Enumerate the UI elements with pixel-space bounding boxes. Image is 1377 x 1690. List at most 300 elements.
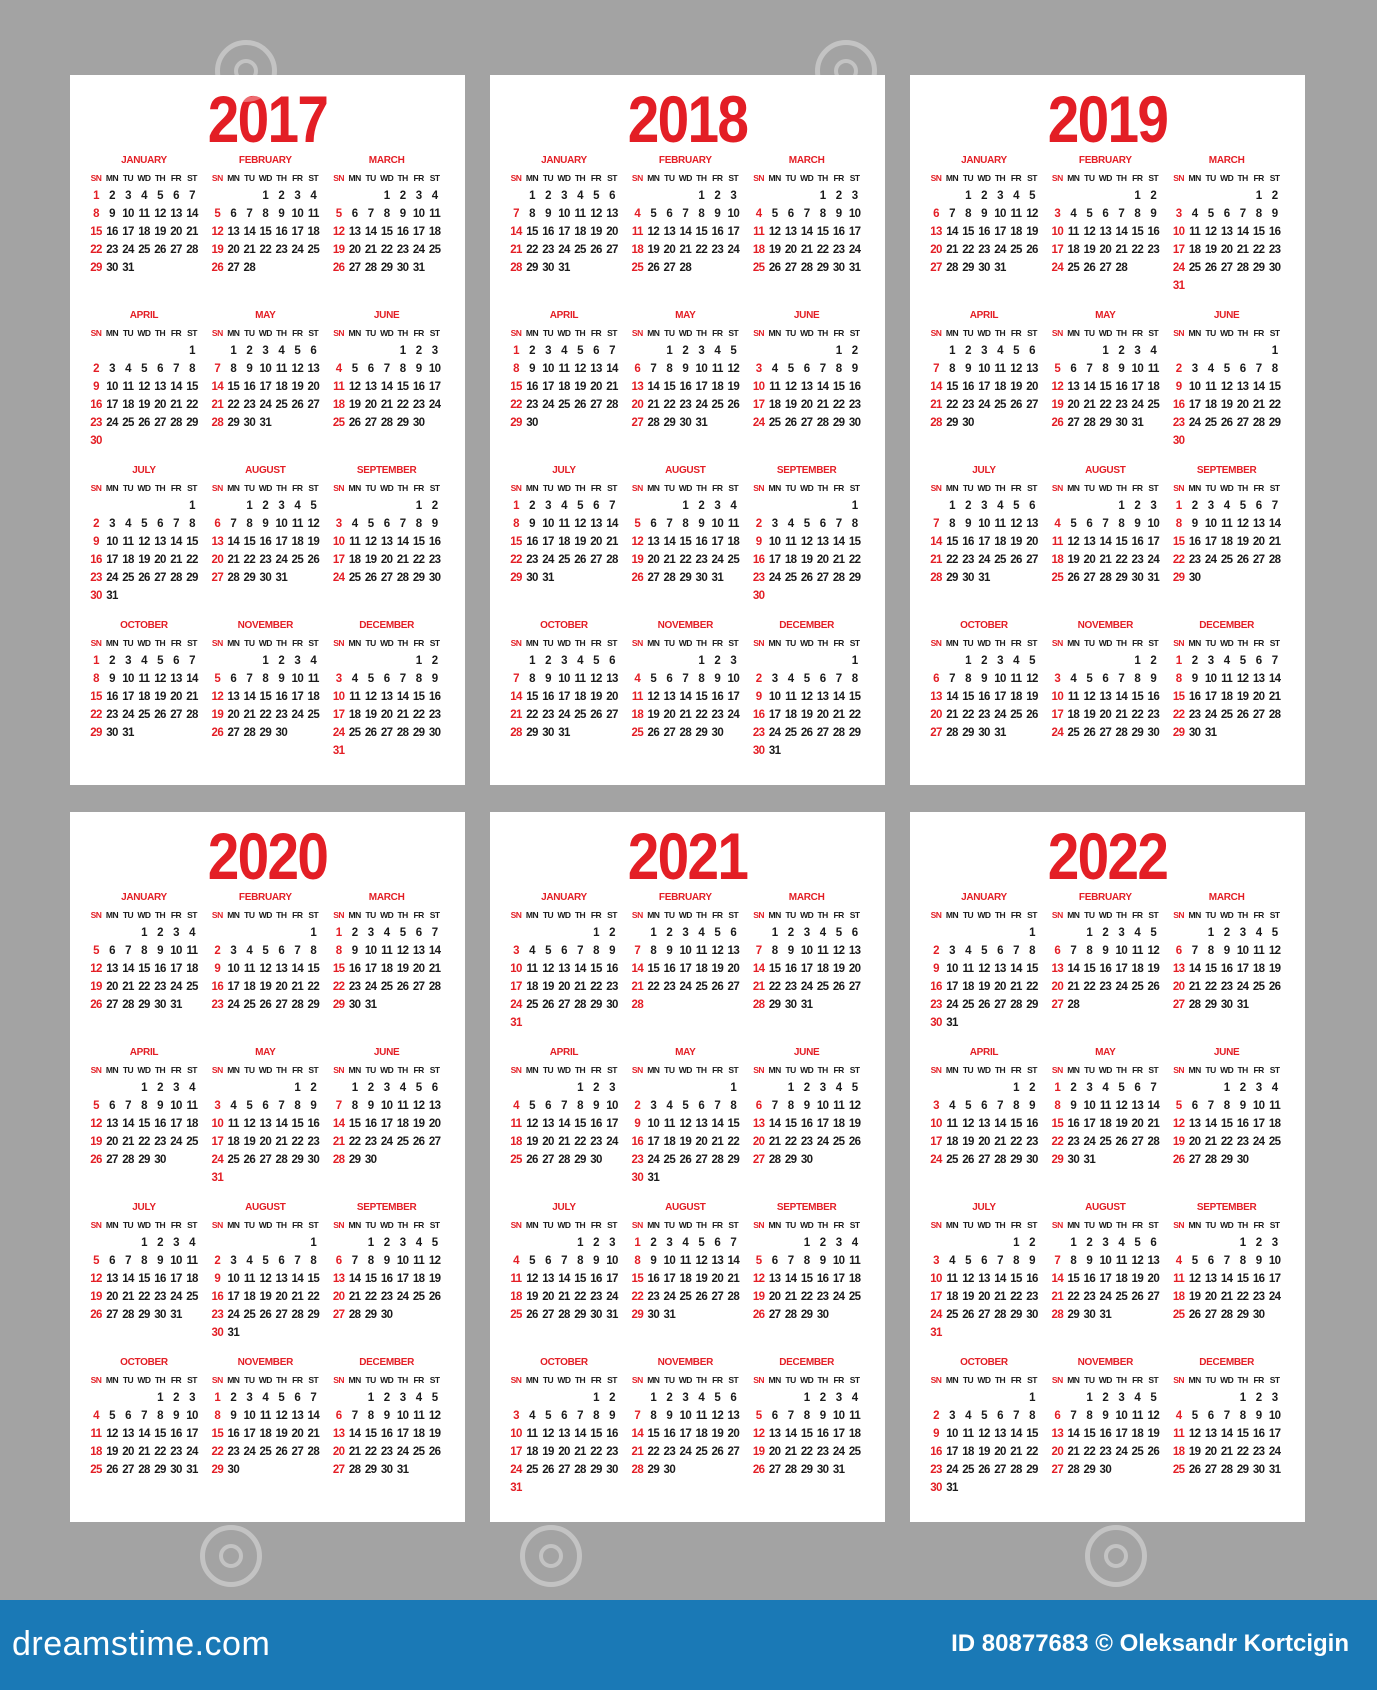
day-cell — [1219, 1389, 1235, 1407]
month-name: NOVEMBER — [237, 1357, 294, 1368]
weekday-header: TH — [696, 1375, 707, 1385]
weekday-header: ST — [849, 910, 860, 920]
day-cell: 18 — [727, 536, 740, 548]
day-cell: 17 — [364, 963, 377, 975]
day-cell — [1251, 277, 1267, 295]
day-cell — [305, 1461, 321, 1479]
weekday-header: TH — [574, 910, 586, 920]
day-cell: 12 — [1147, 1410, 1160, 1422]
weekday-header: FR — [292, 483, 303, 493]
day-cell: 23 — [380, 1291, 393, 1303]
day-cell — [645, 996, 661, 1014]
day-cell: 7 — [125, 945, 131, 957]
weekday-header: WD — [977, 483, 991, 493]
day-cell — [1081, 652, 1097, 670]
day-cell: 16 — [930, 981, 942, 993]
weekday-header: FR — [833, 910, 844, 920]
day-cell: 26 — [1026, 709, 1038, 721]
day-cell — [209, 342, 225, 360]
day-cell: 26 — [1051, 417, 1064, 429]
day-cell: 3 — [730, 190, 737, 202]
weekday-header: FR — [1132, 638, 1143, 648]
day-cell: 12 — [727, 363, 740, 375]
day-cell: 21 — [946, 244, 958, 256]
day-cell: 6 — [730, 1392, 737, 1404]
day-cell: 8 — [1013, 1100, 1019, 1112]
weekday-header: ST — [308, 1375, 319, 1385]
day-cell: 15 — [1083, 1428, 1096, 1440]
day-cell: 3 — [230, 1255, 237, 1267]
weekday-header: TU — [365, 173, 376, 183]
weekday-header: MN — [1188, 1220, 1201, 1230]
weekday-header: WD — [678, 173, 692, 183]
day-cell: 28 — [348, 1464, 361, 1476]
day-cell: 17 — [1252, 1118, 1265, 1130]
day-grid — [331, 634, 443, 760]
day-cell: 1 — [1102, 345, 1109, 357]
day-cell: 12 — [752, 1273, 765, 1285]
day-grid — [331, 479, 443, 587]
day-cell: 15 — [647, 1428, 660, 1440]
day-cell: 23 — [1026, 1136, 1038, 1148]
day-cell: 27 — [154, 417, 166, 429]
day-cell: 28 — [558, 1309, 570, 1321]
weekday-header: ST — [607, 483, 617, 493]
day-cell: 26 — [1147, 1446, 1160, 1458]
day-cell: 11 — [1051, 536, 1063, 548]
day-cell — [831, 497, 847, 515]
weekday-header: SN — [90, 910, 102, 920]
day-cell: 7 — [933, 363, 939, 375]
month-name: AUGUST — [1085, 1202, 1126, 1213]
day-cell: 31 — [364, 999, 377, 1011]
day-cell: 24 — [186, 1446, 198, 1458]
day-cell — [524, 1014, 540, 1032]
day-cell: 13 — [227, 691, 240, 703]
day-cell: 24 — [679, 1446, 692, 1458]
day-cell: 17 — [227, 1291, 240, 1303]
day-cell: 20 — [1236, 399, 1249, 411]
day-cell: 2 — [933, 945, 939, 957]
day-cell: 28 — [946, 727, 958, 739]
day-cell: 29 — [412, 727, 425, 739]
day-cell: 18 — [558, 536, 570, 548]
day-cell: 4 — [1070, 208, 1077, 220]
day-cell: 10 — [1115, 945, 1128, 957]
day-cell: 1 — [965, 655, 971, 667]
day-grid — [1171, 1371, 1283, 1479]
day-cell: 21 — [364, 244, 377, 256]
day-cell: 8 — [851, 673, 858, 685]
day-cell — [1145, 259, 1161, 277]
day-cell: 8 — [1054, 1100, 1061, 1112]
day-cell: 5 — [755, 1410, 762, 1422]
weekday-header: MN — [105, 638, 119, 648]
day-cell: 18 — [1051, 554, 1064, 566]
day-cell: 1 — [310, 1237, 317, 1249]
day-cell: 19 — [364, 709, 377, 721]
day-cell: 26 — [542, 1464, 554, 1476]
month-name: MAY — [255, 310, 276, 321]
day-cell: 4 — [246, 945, 253, 957]
day-cell: 1 — [310, 927, 317, 939]
day-cell: 11 — [558, 363, 570, 375]
day-cell: 21 — [510, 244, 522, 256]
month-block — [751, 618, 872, 773]
day-grid — [629, 906, 741, 1014]
day-cell: 1 — [513, 345, 519, 357]
weekday-header: ST — [849, 1375, 860, 1385]
day-cell: 6 — [125, 1410, 131, 1422]
day-cell: 3 — [1255, 1082, 1262, 1094]
day-cell: 26 — [962, 1154, 974, 1166]
day-cell: 16 — [170, 1428, 182, 1440]
day-cell: 19 — [332, 244, 345, 256]
day-cell: 4 — [634, 208, 641, 220]
day-cell — [1187, 1234, 1203, 1252]
months-grid — [508, 153, 872, 773]
day-cell: 9 — [529, 363, 535, 375]
day-cell: 16 — [1026, 1273, 1038, 1285]
day-cell: 29 — [848, 727, 861, 739]
day-cell: 6 — [851, 927, 858, 939]
day-cell: 21 — [647, 399, 660, 411]
weekday-header: SN — [211, 910, 223, 920]
day-cell: 6 — [230, 673, 237, 685]
weekday-header: MN — [1067, 173, 1080, 183]
weekday-header: TH — [817, 1065, 828, 1075]
day-cell — [960, 1234, 976, 1252]
day-cell: 17 — [122, 691, 134, 703]
day-cell — [677, 996, 693, 1014]
day-cell: 26 — [1083, 727, 1096, 739]
day-cell — [709, 1079, 725, 1097]
day-cell: 18 — [784, 554, 797, 566]
day-cell: 31 — [542, 572, 554, 584]
day-cell: 6 — [698, 1100, 705, 1112]
day-cell: 13 — [606, 208, 618, 220]
day-grid — [508, 906, 620, 1032]
day-cell — [104, 1234, 120, 1252]
day-cell: 10 — [364, 945, 377, 957]
day-cell: 23 — [412, 399, 425, 411]
weekday-header: SN — [211, 1065, 223, 1075]
day-cell: 13 — [848, 945, 861, 957]
weekday-header: SN — [753, 1375, 765, 1385]
day-grid — [751, 1371, 863, 1479]
day-cell: 10 — [1051, 226, 1064, 238]
weekday-header: FR — [833, 1065, 844, 1075]
weekday-header: ST — [728, 328, 739, 338]
day-cell: 23 — [590, 1136, 602, 1148]
day-cell: 19 — [138, 399, 150, 411]
day-cell — [257, 1461, 273, 1479]
day-cell: 3 — [803, 927, 810, 939]
day-cell: 30 — [364, 1154, 377, 1166]
day-cell: 23 — [275, 709, 288, 721]
day-cell: 26 — [412, 1136, 425, 1148]
day-grid — [88, 479, 200, 605]
day-cell: 10 — [1236, 945, 1249, 957]
day-cell: 8 — [335, 945, 342, 957]
month-block — [1049, 308, 1170, 463]
day-cell: 17 — [848, 226, 861, 238]
day-cell — [725, 1461, 741, 1479]
day-cell — [928, 1079, 944, 1097]
day-cell: 22 — [186, 399, 198, 411]
day-cell — [1267, 724, 1283, 742]
day-cell — [508, 1079, 524, 1097]
day-cell: 11 — [769, 381, 781, 393]
weekday-header: WD — [977, 1065, 991, 1075]
weekday-header: FR — [1132, 328, 1143, 338]
day-cell: 19 — [428, 1428, 441, 1440]
day-cell — [104, 1079, 120, 1097]
day-cell: 8 — [351, 1100, 358, 1112]
day-cell — [783, 1389, 799, 1407]
day-cell: 3 — [335, 673, 342, 685]
day-cell: 17 — [259, 381, 272, 393]
day-cell: 1 — [1207, 927, 1214, 939]
day-cell: 30 — [1188, 727, 1201, 739]
day-cell: 19 — [727, 381, 740, 393]
day-cell: 29 — [138, 1154, 150, 1166]
weekday-header: SN — [333, 1375, 345, 1385]
day-grid — [1049, 169, 1161, 277]
weekday-header: FR — [590, 1065, 602, 1075]
day-cell: 2 — [698, 500, 705, 512]
month-name: JUNE — [373, 1047, 400, 1058]
day-cell: 26 — [1147, 981, 1160, 993]
day-cell: 20 — [663, 709, 676, 721]
day-cell — [104, 924, 120, 942]
day-cell: 2 — [1086, 1237, 1093, 1249]
day-cell — [1097, 1151, 1113, 1169]
day-cell: 26 — [590, 244, 602, 256]
weekday-header: TU — [122, 483, 134, 493]
day-cell: 10 — [816, 1100, 829, 1112]
month-block — [209, 890, 330, 1045]
day-cell: 14 — [1115, 226, 1128, 238]
day-cell — [992, 414, 1008, 432]
day-cell: 4 — [189, 927, 195, 939]
day-cell — [1219, 277, 1235, 295]
day-cell: 12 — [1115, 1100, 1128, 1112]
day-cell: 3 — [997, 190, 1003, 202]
day-cell: 27 — [170, 244, 182, 256]
day-cell: 24 — [1188, 417, 1201, 429]
month-name: JUNE — [793, 1047, 820, 1058]
month-block — [1171, 1045, 1292, 1200]
day-cell: 31 — [800, 999, 813, 1011]
day-cell: 5 — [1086, 673, 1093, 685]
day-cell: 27 — [364, 417, 377, 429]
day-cell: 6 — [157, 518, 163, 530]
day-cell: 10 — [768, 536, 781, 548]
weekday-header: FR — [1010, 1375, 1022, 1385]
day-cell — [799, 587, 815, 605]
day-cell: 7 — [246, 673, 253, 685]
day-cell: 8 — [1255, 208, 1262, 220]
day-cell: 4 — [666, 1100, 673, 1112]
day-cell: 3 — [294, 190, 301, 202]
weekday-header: TU — [542, 173, 554, 183]
day-cell: 26 — [1268, 981, 1281, 993]
day-cell: 15 — [510, 536, 522, 548]
day-grid — [508, 479, 620, 587]
day-cell — [976, 1479, 992, 1497]
day-cell: 12 — [784, 381, 797, 393]
day-cell: 5 — [1029, 655, 1035, 667]
month-block — [751, 890, 872, 1045]
weekday-header: ST — [1269, 638, 1280, 648]
year-title: 2018 — [627, 82, 748, 156]
day-cell: 14 — [606, 363, 618, 375]
weekday-header: WD — [137, 638, 151, 648]
day-cell: 24 — [412, 244, 425, 256]
day-cell: 5 — [1239, 500, 1246, 512]
day-cell: 23 — [606, 1446, 618, 1458]
day-cell: 20 — [1067, 399, 1080, 411]
month-name: JULY — [552, 465, 576, 476]
day-cell: 10 — [946, 1428, 958, 1440]
day-cell: 19 — [1147, 963, 1160, 975]
day-cell — [540, 414, 556, 432]
day-cell: 18 — [832, 1118, 845, 1130]
day-cell: 9 — [1223, 945, 1230, 957]
day-cell — [427, 1461, 443, 1479]
day-cell: 22 — [526, 709, 538, 721]
day-cell — [556, 924, 572, 942]
day-cell: 30 — [428, 727, 441, 739]
day-cell: 22 — [154, 1446, 166, 1458]
day-cell: 25 — [1131, 981, 1144, 993]
day-cell: 22 — [663, 399, 676, 411]
month-name: MAY — [675, 1047, 696, 1058]
day-cell: 25 — [1051, 572, 1064, 584]
day-cell: 14 — [122, 963, 134, 975]
weekday-header: TU — [664, 1065, 675, 1075]
day-cell: 14 — [1220, 1273, 1233, 1285]
day-cell: 7 — [294, 945, 301, 957]
day-cell: 15 — [1204, 963, 1217, 975]
day-cell: 11 — [259, 1410, 271, 1422]
day-cell: 11 — [679, 1255, 691, 1267]
weekday-header: TH — [1116, 1220, 1127, 1230]
day-cell — [1113, 1461, 1129, 1479]
day-cell: 11 — [1173, 1273, 1185, 1285]
day-cell — [677, 1169, 693, 1187]
day-cell: 13 — [1252, 673, 1265, 685]
day-cell: 18 — [1204, 399, 1217, 411]
day-cell: 28 — [1115, 727, 1128, 739]
day-cell: 14 — [510, 691, 522, 703]
day-cell: 5 — [109, 1410, 115, 1422]
day-cell: 5 — [431, 1237, 438, 1249]
day-cell: 21 — [768, 1136, 781, 1148]
day-cell: 25 — [307, 709, 320, 721]
day-cell: 25 — [380, 981, 393, 993]
day-cell: 19 — [1083, 709, 1096, 721]
day-cell: 6 — [109, 1100, 115, 1112]
day-cell: 4 — [246, 1255, 253, 1267]
day-cell: 10 — [380, 1100, 393, 1112]
day-cell: 29 — [380, 262, 393, 274]
day-cell — [725, 996, 741, 1014]
day-cell: 12 — [211, 691, 224, 703]
day-cell: 23 — [307, 1136, 320, 1148]
day-cell: 16 — [711, 691, 724, 703]
month-name: FEBRUARY — [1078, 155, 1132, 166]
day-cell — [331, 497, 347, 515]
day-cell: 15 — [695, 226, 708, 238]
day-cell: 18 — [574, 226, 586, 238]
day-cell: 31 — [275, 572, 288, 584]
weekday-header: ST — [308, 638, 319, 648]
day-cell: 21 — [291, 1291, 304, 1303]
day-cell: 10 — [243, 1410, 256, 1422]
day-cell — [1113, 1151, 1129, 1169]
day-cell: 7 — [1102, 518, 1109, 530]
day-cell: 15 — [1099, 381, 1112, 393]
day-cell: 17 — [291, 691, 304, 703]
day-cell: 6 — [173, 655, 179, 667]
day-cell: 23 — [679, 399, 692, 411]
weekday-header: MN — [1188, 328, 1201, 338]
day-cell: 29 — [227, 417, 240, 429]
weekday-header: TH — [994, 483, 1006, 493]
day-cell: 28 — [784, 1464, 797, 1476]
month-name: FEBRUARY — [658, 155, 712, 166]
day-cell: 12 — [679, 1118, 692, 1130]
day-cell: 2 — [1191, 500, 1198, 512]
day-cell: 13 — [752, 1118, 765, 1130]
day-cell — [395, 742, 411, 760]
day-grid — [331, 169, 443, 277]
day-cell: 13 — [275, 1273, 288, 1285]
day-cell: 30 — [1099, 1464, 1112, 1476]
day-cell: 30 — [647, 1309, 660, 1321]
weekday-header: ST — [308, 910, 319, 920]
day-cell: 10 — [832, 1255, 845, 1267]
day-cell: 15 — [227, 381, 240, 393]
day-cell: 19 — [526, 1291, 538, 1303]
day-cell: 20 — [154, 399, 166, 411]
day-cell: 29 — [186, 417, 198, 429]
day-cell: 2 — [609, 927, 615, 939]
day-cell — [524, 1234, 540, 1252]
day-cell: 8 — [189, 518, 195, 530]
day-cell: 22 — [1083, 981, 1096, 993]
day-cell: 4 — [310, 190, 317, 202]
day-cell: 3 — [682, 927, 689, 939]
day-cell — [289, 1234, 305, 1252]
weekday-header: ST — [429, 1375, 440, 1385]
day-cell: 10 — [663, 1255, 676, 1267]
day-cell: 15 — [848, 536, 861, 548]
day-cell: 7 — [230, 518, 237, 530]
day-cell: 24 — [243, 1446, 256, 1458]
day-cell: 28 — [606, 399, 618, 411]
weekday-header: MN — [647, 483, 660, 493]
day-cell — [960, 1014, 976, 1032]
day-cell: 17 — [558, 226, 570, 238]
day-cell: 26 — [1172, 1154, 1185, 1166]
day-cell: 19 — [364, 554, 377, 566]
day-cell: 6 — [787, 208, 794, 220]
day-cell: 23 — [259, 554, 272, 566]
day-cell: 6 — [819, 518, 826, 530]
